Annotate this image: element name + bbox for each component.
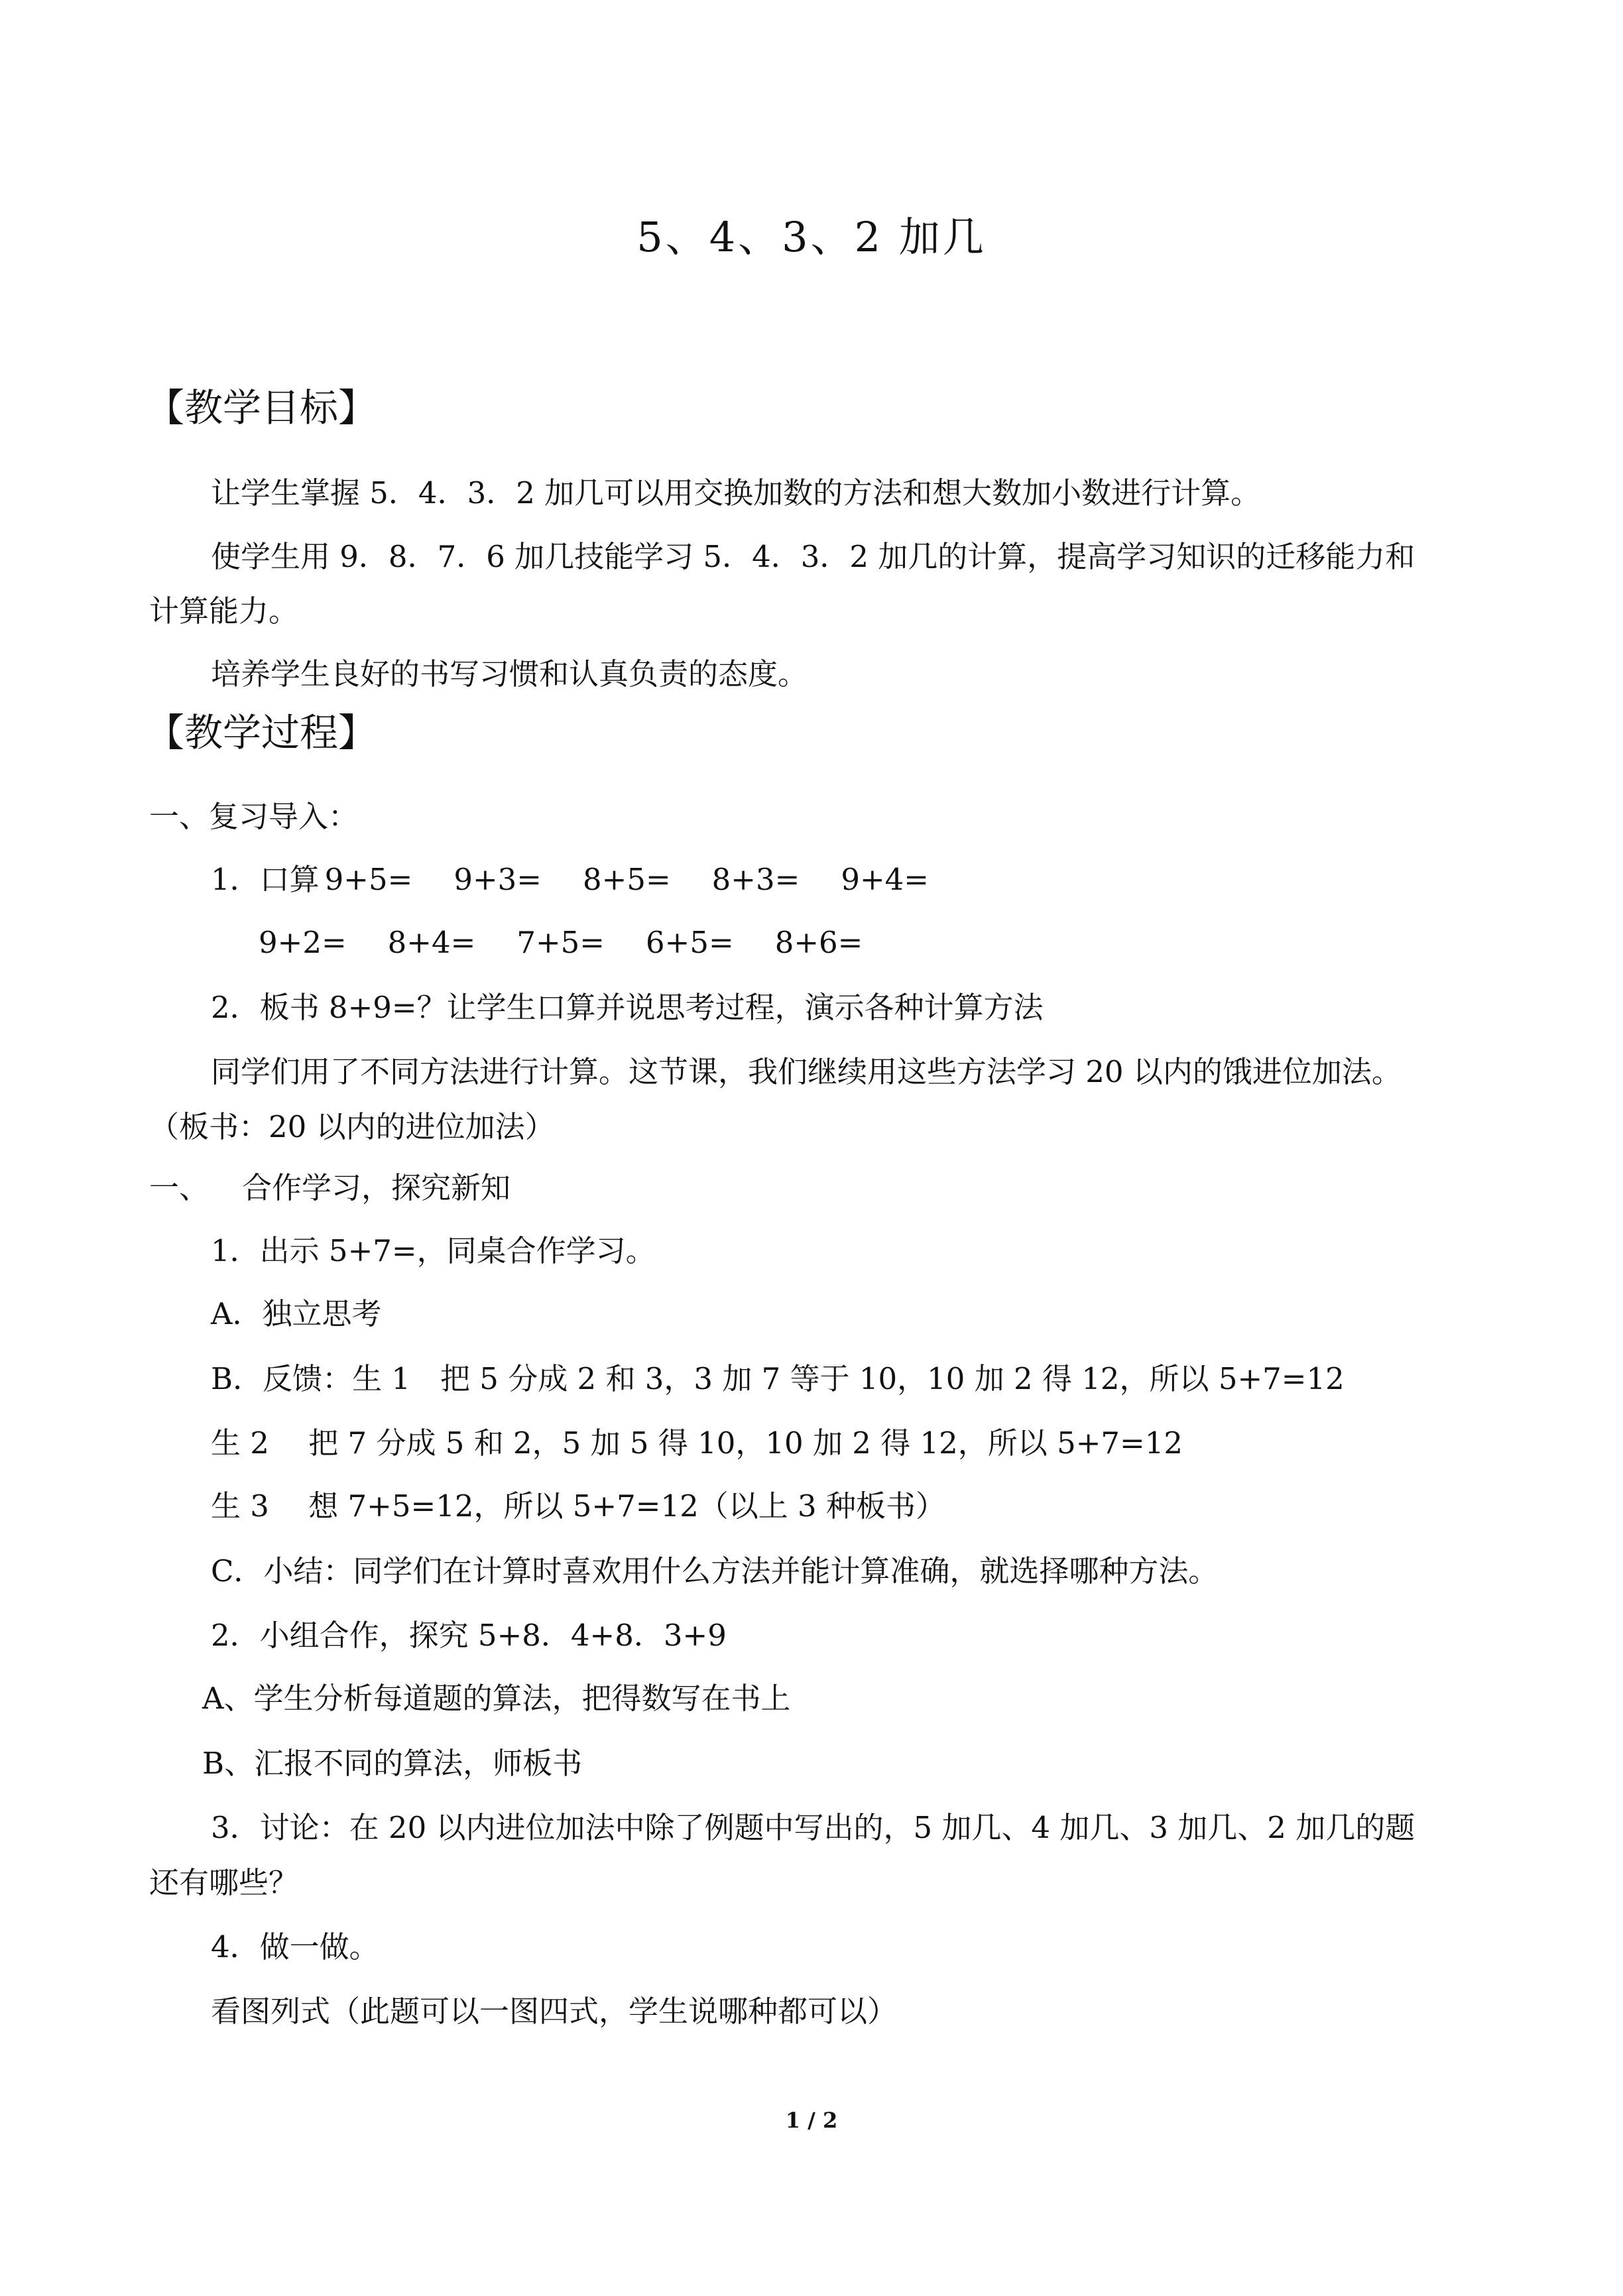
oral-calc-item: 8+5=: [582, 862, 671, 897]
oral-calc-item: 8+6=: [774, 925, 863, 960]
review-heading: 一、复习导入：: [149, 799, 359, 834]
explore-item-3b: 还有哪些？: [149, 1865, 299, 1900]
oral-calc-item: 6+5=: [646, 925, 734, 960]
explore-heading: [149, 1167, 511, 1209]
explore-item-2: 2．小组合作，探究 5+8．4+8．3+9: [211, 1618, 727, 1653]
page-number: 1 / 2: [785, 2108, 838, 2133]
goal-line-2a: 使学生用 9．8．7．6 加几技能学习 5．4．3．2 加几的计算，提高学习知识的迁移能力和: [211, 539, 1415, 574]
review-para-a: 同学们用了不同方法进行计算。这节课，我们继续用这些方法学习 20 以内的饿进位加法。: [211, 1054, 1402, 1089]
goal-line-2b: 计算能力。: [149, 593, 299, 629]
oral-calc-item: 9+4=: [841, 862, 929, 897]
explore-item-3a: 3．讨论：在 20 以内进位加法中除了例题中写出的，5 加几、4 加几、3 加几、2 加几的题: [211, 1810, 1415, 1845]
oral-calc-item: 8+4=: [387, 925, 476, 960]
process-heading: 【教学过程】: [146, 710, 377, 755]
explore-student-2: 生 2 把 7 分成 5 和 2，5 加 5 得 10，10 加 2 得 12，所以 5+7=12: [211, 1425, 1183, 1461]
goal-line-3: 培养学生良好的书写习惯和认真负责的态度。: [211, 656, 808, 692]
oral-calc-row-2: [259, 922, 863, 964]
review-para-b: （板书：20 以内的进位加法）: [149, 1109, 555, 1144]
explore-item-b2: B、汇报不同的算法，师板书: [202, 1746, 583, 1781]
explore-item-a2: A、学生分析每道题的算法，把得数写在书上: [202, 1681, 791, 1716]
oral-calc-label: 1．口算: [211, 862, 320, 897]
explore-heading-number: 一、: [149, 1170, 210, 1205]
explore-heading-text: 合作学习，探究新知: [242, 1170, 511, 1205]
explore-item-c: C．小结：同学们在计算时喜欢用什么方法并能计算准确，就选择哪种方法。: [211, 1553, 1219, 1589]
oral-calc-item: 9+5=: [324, 862, 413, 897]
explore-item-b: B．反馈：生 1 把 5 分成 2 和 3，3 加 7 等于 10，10 加 2 得 12，所以 5+7=12: [211, 1361, 1345, 1396]
oral-calc-row-1: [211, 859, 929, 901]
goals-heading: 【教学目标】: [146, 385, 377, 430]
explore-item-a: A．独立思考: [211, 1296, 382, 1331]
review-item-2: 2．板书 8+9=？让学生口算并说思考过程，演示各种计算方法: [211, 990, 1044, 1025]
explore-item-4-note: 看图列式（此题可以一图四式，学生说哪种都可以）: [211, 1994, 898, 2029]
goal-line-1: 让学生掌握 5．4．3．2 加几可以用交换加数的方法和想大数加小数进行计算。: [211, 475, 1261, 511]
oral-calc-item: 7+5=: [516, 925, 605, 960]
page-title: 5、4、3、2 加几: [636, 213, 987, 261]
explore-item-4: 4．做一做。: [211, 1929, 379, 1964]
explore-item-1: 1．出示 5+7=，同桌合作学习。: [211, 1233, 656, 1268]
explore-student-3: 生 3 想 7+5=12，所以 5+7=12（以上 3 种板书）: [211, 1488, 945, 1524]
oral-calc-item: 8+3=: [711, 862, 800, 897]
oral-calc-item: 9+3=: [453, 862, 542, 897]
oral-calc-item: 9+2=: [259, 925, 347, 960]
